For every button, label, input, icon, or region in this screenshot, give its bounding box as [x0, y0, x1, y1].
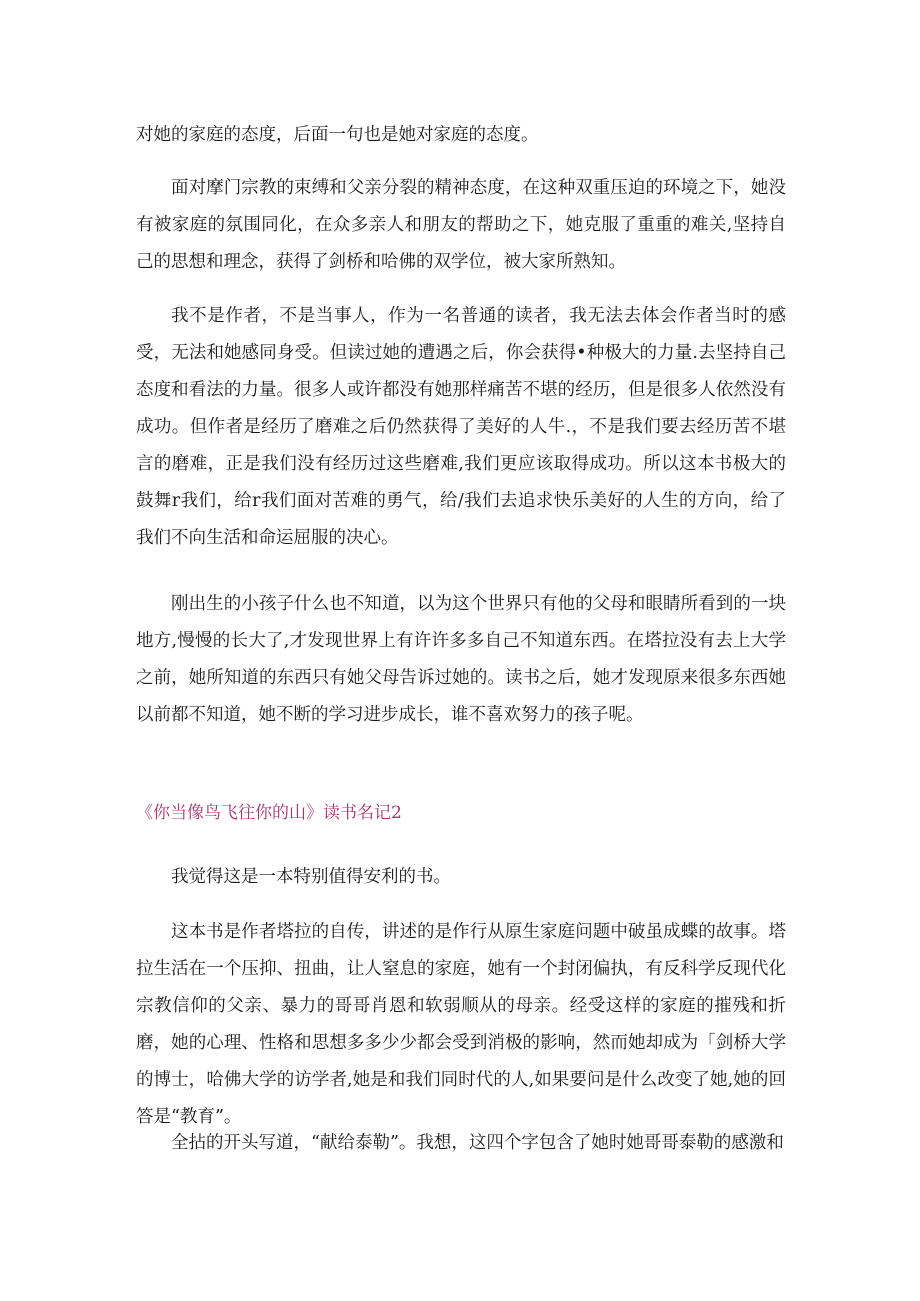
paragraph-dedication: 全拈的开头写道，“献给泰勒”。我想，这四个字包含了她时她哥哥泰勒的感激和: [171, 1133, 784, 1153]
paragraph-summary: 这本书是作者塔拉的自传，讲述的是作行从原生家庭问题中破虽成蝶的故事。塔拉生活在一个压抑、扭曲，让人窒息的家庭，她有一个封闭偏执，有反科学反现代化宗教信仰的父亲、暴力的哥哥肖恩和软弱顺从的母亲。经受这样的家庭的摧残和折磨，她的心理、性格和思想多多少少都会受到消极的影响，然而她却成为「剑桥大学的博士，哈佛大学的访学者,她是和我们同时代的人,如果要问是什么改变了她,她的回答是“教育”。: [136, 922, 786, 1127]
paragraph-pressure: 面对摩门宗教的束缚和父亲分裂的精神态度，在这种双重压迫的环境之下，她没有被家庭的氛围同化，在众多亲人和朋友的帮助之下，她克服了重重的难关,坚持自己的思想和理念，获得了剑桥和哈佛的双学位，被大家所熟知。: [136, 178, 786, 272]
section-heading: 《你当像鸟飞往你的山》读书名记2: [136, 803, 402, 823]
paragraph-growth: 刚出生的小孩子什么也不知道，以为这个世界只有他的父母和眼睛所看到的一块地方,慢慢的长大了,才发现世界上有许许多多自己不知道东西。在塔拉没有去上大学之前，她所知道的东西只有她父母告诉过她的。读书之后，她才发现原来很多东西她以前都不知道，她不断的学习进步成长，谁不喜欢努力的孩子呢。: [136, 594, 786, 725]
paragraph-reader: 我不是作者，不是当事人，作为一名普通的读者，我无法去体会作者当时的感受，无法和她感同身受。但读过她的遭遇之后，你会获得•种极大的力量.去坚持自己态度和看法的力量。很多人或许都没有她那样痛苦不堪的经历，但是很多人依然没有成功。但作者是经历了磨难之后仍然获得了美好的人牛.，不是我们要去经历苦不堪言的磨难，正是我们没有经历过这些磨难,我们更应该取得成功。所以这本书极大的鼓舞r我们，给r我们面对苦难的勇气，给/我们去追求快乐美好的人生的方向，给了我们不向生活和命运屈服的决心。: [136, 306, 786, 548]
paragraph-continuation: 对她的家庭的态度，后面一句也是她对家庭的态度。: [136, 125, 539, 145]
paragraph-recommend: 我觉得这是一本特别值得安利的书。: [171, 867, 451, 887]
